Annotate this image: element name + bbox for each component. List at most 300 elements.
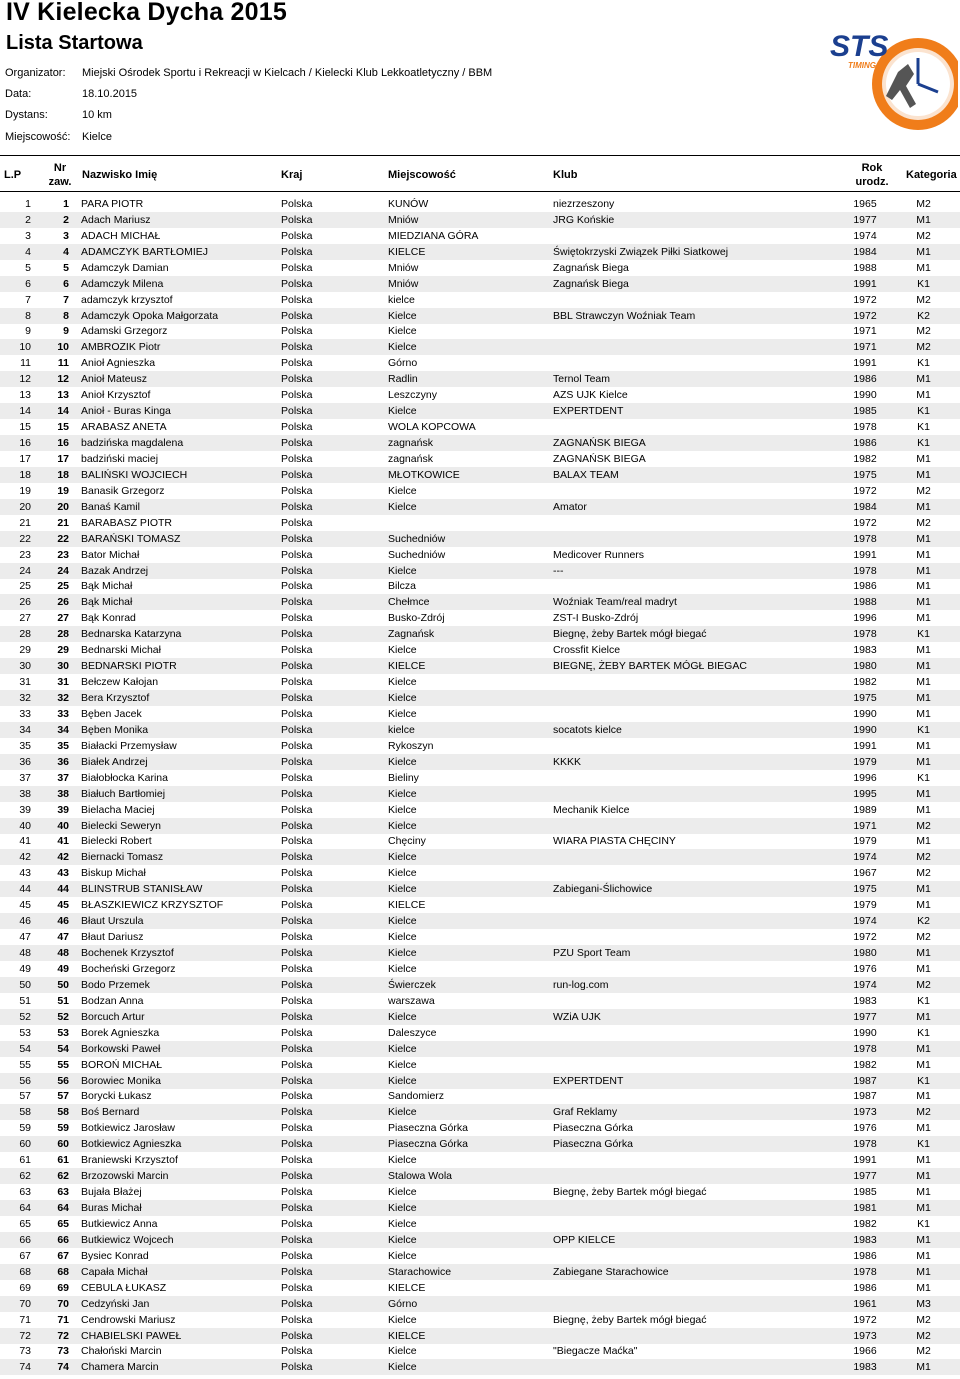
table-row (0, 738, 960, 754)
cell-rok: 1977 (843, 1009, 887, 1025)
cell-nr: 48 (31, 945, 69, 961)
cell-kategoria: M1 (916, 452, 931, 465)
cell-klub: Zagnańsk Biega (553, 261, 629, 274)
cell-kraj: Polska (281, 1281, 313, 1294)
cell-nr: 23 (57, 548, 69, 561)
cell-miejscowosc: Kielce (388, 644, 417, 657)
table-row (0, 403, 960, 419)
cell-klub (553, 993, 843, 1009)
cell-lp: 45 (19, 899, 31, 912)
cell-kategoria: K2 (887, 913, 960, 929)
cell-spacer (69, 626, 81, 642)
cell-lp: 72 (0, 1328, 31, 1344)
cell-lp: 24 (0, 563, 31, 579)
cell-nr: 43 (57, 867, 69, 880)
cell-nr: 52 (31, 1009, 69, 1025)
table-row (0, 802, 960, 818)
cell-klub: BBL Strawczyn Woźniak Team (553, 308, 843, 324)
cell-lp: 35 (19, 739, 31, 752)
cell-rok: 1986 (853, 1281, 877, 1294)
meta-row (5, 62, 492, 83)
cell-rok: 1978 (843, 1041, 887, 1057)
cell-kategoria: M1 (916, 1249, 931, 1262)
cell-name: Bielecki Robert (81, 835, 152, 848)
cell-miejscowosc: Kielce (388, 484, 417, 497)
cell-kategoria: M1 (887, 467, 960, 483)
header-rule-top (0, 155, 960, 156)
cell-name: Biernacki Tomasz (81, 849, 281, 865)
cell-miejscowosc: Piaseczna Górka (388, 1136, 553, 1152)
cell-kategoria: M1 (887, 754, 960, 770)
cell-klub: --- (553, 563, 843, 579)
cell-kraj: Polska (281, 867, 313, 880)
col-header-nr-line2: zaw. (48, 176, 72, 188)
cell-kraj: Polska (281, 276, 388, 292)
cell-miejscowosc: Zagnańsk (388, 626, 553, 642)
cell-miejscowosc: Górno (388, 357, 418, 370)
cell-klub (553, 770, 843, 786)
cell-klub: KKKK (553, 754, 843, 770)
page-subtitle: Lista Startowa (6, 32, 143, 54)
cell-lp: 18 (0, 467, 31, 483)
cell-kategoria: M2 (916, 1313, 931, 1326)
table-row (0, 435, 960, 451)
cell-rok: 1961 (843, 1296, 887, 1312)
cell-lp: 36 (0, 754, 31, 770)
cell-lp: 68 (0, 1264, 31, 1280)
cell-spacer (69, 1296, 81, 1312)
cell-miejscowosc: kielce (388, 293, 415, 306)
cell-rok: 1985 (843, 403, 887, 419)
cell-kraj: Polska (281, 1122, 313, 1135)
cell-miejscowosc: MŁOTKOWICE (388, 467, 553, 483)
table-row (0, 1296, 960, 1312)
cell-spacer (69, 977, 81, 993)
cell-rok: 1976 (853, 962, 877, 975)
cell-kategoria: K1 (917, 1217, 930, 1230)
cell-lp: 44 (0, 881, 31, 897)
cell-rok: 1988 (843, 594, 887, 610)
cell-name: Banasik Grzegorz (81, 484, 165, 497)
cell-kategoria: M1 (916, 548, 931, 561)
logo-subtext: TIMING (848, 61, 876, 70)
cell-nr: 66 (31, 1232, 69, 1248)
cell-klub: BIEGNĘ, ŻEBY BARTEK MÓGŁ BIEGAC (553, 658, 843, 674)
cell-kraj: Polska (281, 594, 388, 610)
cell-kraj: Polska (281, 1154, 313, 1167)
cell-miejscowosc: Kielce (388, 1217, 417, 1230)
cell-lp: 49 (19, 962, 31, 975)
cell-miejscowosc: Kielce (388, 403, 553, 419)
cell-nr: 72 (31, 1328, 69, 1344)
cell-kraj: Polska (281, 913, 388, 929)
cell-lp: 41 (19, 835, 31, 848)
cell-spacer (69, 1089, 81, 1105)
cell-kraj: Polska (281, 739, 313, 752)
cell-klub: Crossfit Kielce (553, 644, 621, 657)
cell-kraj: Polska (281, 293, 313, 306)
cell-kategoria: M1 (887, 1359, 960, 1375)
cell-kategoria: K1 (887, 1136, 960, 1152)
cell-nr: 67 (57, 1249, 69, 1262)
cell-lp: 6 (0, 276, 31, 292)
table-row (0, 1280, 960, 1296)
cell-klub (553, 1328, 843, 1344)
table-row (0, 1168, 960, 1184)
cell-spacer (69, 786, 81, 802)
meta-label: Miejscowość: (5, 130, 71, 143)
cell-klub (553, 1168, 843, 1184)
cell-kategoria: M1 (916, 899, 931, 912)
cell-miejscowosc: WOLA KOPCOWA (388, 421, 476, 434)
cell-nr: 39 (57, 803, 69, 816)
cell-kategoria: M2 (916, 1345, 931, 1358)
cell-miejscowosc: Kielce (388, 867, 417, 880)
table-row (0, 1041, 960, 1057)
cell-lp: 64 (0, 1200, 31, 1216)
cell-klub (553, 419, 843, 435)
cell-lp: 21 (19, 516, 31, 529)
cell-spacer (69, 1120, 81, 1136)
cell-klub: Zabiegane Starachowice (553, 1264, 843, 1280)
cell-klub: Biegnę, żeby Bartek mógł biegać (553, 1313, 707, 1326)
cell-kategoria: K1 (887, 626, 960, 642)
cell-lp: 62 (0, 1168, 31, 1184)
cell-kraj: Polska (281, 229, 313, 242)
cell-kategoria: M1 (916, 1058, 931, 1071)
cell-kraj: Polska (281, 1041, 388, 1057)
cell-rok: 1996 (853, 612, 877, 625)
cell-klub (553, 292, 843, 308)
cell-rok: 1978 (843, 531, 887, 547)
cell-kraj: Polska (281, 849, 388, 865)
cell-spacer (69, 324, 81, 340)
cell-rok: 1979 (853, 835, 877, 848)
cell-kategoria: K1 (887, 1073, 960, 1089)
cell-klub (553, 818, 843, 834)
cell-lp: 17 (19, 452, 31, 465)
cell-nr: 5 (63, 261, 69, 274)
cell-klub (553, 579, 843, 595)
meta-label: Data: (5, 87, 32, 100)
table-row (0, 658, 960, 674)
cell-lp: 27 (19, 612, 31, 625)
table-row (0, 1057, 960, 1073)
cell-miejscowosc: Kielce (388, 786, 553, 802)
cell-klub: Woźniak Team/real madryt (553, 594, 843, 610)
cell-kraj: Polska (281, 1200, 388, 1216)
cell-nr: 50 (31, 977, 69, 993)
cell-name: Bysiec Konrad (81, 1249, 149, 1262)
logo-text: STS (830, 30, 889, 63)
cell-kraj: Polska (281, 962, 313, 975)
cell-miejscowosc: Kielce (388, 499, 553, 515)
cell-klub (553, 515, 843, 531)
table-row (0, 594, 960, 610)
meta-value: 18.10.2015 (82, 87, 138, 100)
cell-rok: 1983 (853, 994, 877, 1007)
cell-rok: 1972 (853, 293, 877, 306)
cell-rok: 1978 (853, 421, 877, 434)
cell-klub: Biegnę, żeby Bartek mógł biegać (553, 626, 843, 642)
meta-label: Dystans: (5, 109, 48, 122)
cell-kraj: Polska (281, 261, 313, 274)
cell-name: Bera Krzysztof (81, 690, 281, 706)
cell-name: CHABIELSKI PAWEŁ (81, 1328, 281, 1344)
cell-rok: 1982 (853, 1058, 877, 1071)
cell-kategoria: M1 (916, 676, 931, 689)
cell-spacer (69, 547, 81, 563)
cell-lp: 8 (0, 308, 31, 324)
cell-kraj: Polska (281, 212, 388, 228)
cell-nr: 51 (57, 994, 69, 1007)
table-row (0, 865, 960, 881)
col-header-nr (45, 161, 75, 189)
cell-rok: 1989 (853, 803, 877, 816)
cell-kategoria: M1 (887, 371, 960, 387)
cell-name: badzińska magdalena (81, 435, 281, 451)
cell-miejscowosc: Mniów (388, 261, 419, 274)
cell-name: Botkiewicz Agnieszka (81, 1136, 281, 1152)
cell-nr: 34 (31, 722, 69, 738)
table-row (0, 419, 960, 435)
cell-kraj: Polska (281, 676, 313, 689)
cell-nr: 65 (57, 1217, 69, 1230)
cell-lp: 42 (0, 849, 31, 865)
cell-name: Bełczew Kałojan (81, 676, 159, 689)
cell-lp: 34 (0, 722, 31, 738)
cell-rok: 1991 (853, 357, 877, 370)
cell-spacer (69, 499, 81, 515)
cell-name: Borycki Łukasz (81, 1090, 152, 1103)
cell-spacer (69, 1264, 81, 1280)
cell-spacer (69, 308, 81, 324)
cell-rok: 1978 (843, 1136, 887, 1152)
meta-row (5, 105, 492, 126)
cell-name: BALIŃSKI WOJCIECH (81, 467, 281, 483)
cell-nr: 54 (31, 1041, 69, 1057)
cell-name: Bielecki Seweryn (81, 818, 281, 834)
cell-name: ARABASZ ANETA (81, 421, 167, 434)
cell-name: Butkiewicz Anna (81, 1217, 158, 1230)
cell-klub (553, 865, 843, 881)
cell-rok: 1974 (843, 913, 887, 929)
cell-rok: 1972 (853, 1313, 877, 1326)
cell-lp: 14 (0, 403, 31, 419)
cell-rok: 1967 (853, 867, 877, 880)
cell-lp: 31 (19, 676, 31, 689)
cell-miejscowosc: KIELCE (388, 244, 553, 260)
col-header-klub: Klub (553, 169, 578, 181)
cell-klub: niezrzeszony (553, 197, 615, 210)
table-row (0, 1232, 960, 1248)
cell-kategoria: M2 (887, 818, 960, 834)
table-row (0, 722, 960, 738)
cell-rok: 1971 (843, 818, 887, 834)
col-header-nr-line1: Nr (53, 162, 67, 174)
table-row (0, 786, 960, 802)
cell-name: Capała Michał (81, 1264, 281, 1280)
cell-miejscowosc: Kielce (388, 803, 417, 816)
cell-miejscowosc: Mniów (388, 276, 553, 292)
table-row (0, 467, 960, 483)
cell-kategoria: M1 (916, 1090, 931, 1103)
cell-rok: 1966 (853, 1345, 877, 1358)
table-row (0, 642, 960, 658)
cell-name: BARABASZ PIOTR (81, 516, 173, 529)
cell-kraj: Polska (281, 580, 313, 593)
cell-kategoria: K1 (887, 276, 960, 292)
table-row (0, 355, 960, 371)
cell-rok: 1974 (843, 977, 887, 993)
cell-kategoria: M1 (916, 803, 931, 816)
table-row (0, 977, 960, 993)
cell-spacer (69, 1184, 81, 1200)
cell-spacer (69, 1009, 81, 1025)
cell-rok: 1979 (843, 754, 887, 770)
cell-lp: 2 (0, 212, 31, 228)
cell-name: Bocheński Grzegorz (81, 962, 176, 975)
cell-rok: 1975 (843, 881, 887, 897)
cell-spacer (69, 770, 81, 786)
cell-kraj: Polska (281, 484, 313, 497)
cell-miejscowosc: Kielce (388, 931, 417, 944)
table-row (0, 1359, 960, 1375)
event-meta (5, 62, 492, 147)
col-header-rok (852, 161, 892, 189)
cell-nr: 63 (57, 1186, 69, 1199)
cell-nr: 35 (57, 739, 69, 752)
cell-miejscowosc: Bilcza (388, 580, 417, 593)
cell-kraj: Polska (281, 403, 388, 419)
cell-name: Banaś Kamil (81, 499, 281, 515)
table-row (0, 228, 960, 244)
cell-nr: 8 (31, 308, 69, 324)
cell-miejscowosc: Suchedniów (388, 548, 446, 561)
cell-klub (553, 1359, 843, 1375)
cell-kraj: Polska (281, 977, 388, 993)
cell-lp: 66 (0, 1232, 31, 1248)
cell-kategoria: M2 (916, 197, 931, 210)
cell-kraj: Polska (281, 1232, 388, 1248)
cell-klub: OPP KIELCE (553, 1232, 843, 1248)
cell-nr: 1 (63, 197, 69, 210)
cell-rok: 1982 (853, 452, 877, 465)
cell-rok: 1982 (853, 1217, 877, 1230)
cell-spacer (69, 913, 81, 929)
cell-spacer (69, 371, 81, 387)
cell-rok: 1985 (853, 1186, 877, 1199)
cell-klub: Zabiegani-Ślichowice (553, 881, 843, 897)
cell-kraj: Polska (281, 308, 388, 324)
cell-miejscowosc: Chęciny (388, 835, 426, 848)
cell-kraj: Polska (281, 1359, 388, 1375)
table-row (0, 1184, 960, 1200)
cell-kategoria: M1 (887, 1264, 960, 1280)
cell-kraj: Polska (281, 325, 313, 338)
cell-kategoria: M2 (887, 977, 960, 993)
cell-spacer (69, 1312, 81, 1328)
cell-kategoria: M2 (916, 516, 931, 529)
cell-kraj: Polska (281, 835, 313, 848)
cell-lp: 74 (0, 1359, 31, 1375)
cell-klub (553, 355, 843, 371)
cell-miejscowosc: Kielce (388, 1073, 553, 1089)
cell-name: ADACH MICHAŁ (81, 229, 161, 242)
cell-lp: 52 (0, 1009, 31, 1025)
cell-nr: 42 (31, 849, 69, 865)
table-row (0, 1248, 960, 1264)
cell-kategoria: M1 (887, 531, 960, 547)
cell-nr: 61 (57, 1154, 69, 1167)
sts-timing-logo (828, 24, 958, 134)
cell-kraj: Polska (281, 1090, 313, 1103)
cell-kategoria: K1 (917, 994, 930, 1007)
cell-kategoria: M2 (887, 1328, 960, 1344)
cell-klub: EXPERTDENT (553, 1073, 843, 1089)
table-row (0, 1152, 960, 1168)
cell-miejscowosc: Bieliny (388, 771, 419, 784)
cell-name: Bator Michał (81, 548, 140, 561)
cell-kraj: Polska (281, 803, 313, 816)
table-row (0, 1104, 960, 1120)
cell-name: Bochenek Krzysztof (81, 945, 281, 961)
cell-spacer (69, 563, 81, 579)
cell-miejscowosc: Sandomierz (388, 1090, 445, 1103)
cell-klub (553, 1025, 843, 1041)
cell-name: Cendrowski Mariusz (81, 1313, 176, 1326)
cell-name: Brzozowski Marcin (81, 1168, 281, 1184)
cell-miejscowosc: Górno (388, 1296, 553, 1312)
cell-name: BEDNARSKI PIOTR (81, 658, 281, 674)
cell-lp: 53 (19, 1026, 31, 1039)
cell-klub: Świętokrzyski Związek Piłki Siatkowej (553, 244, 843, 260)
cell-kraj: Polska (281, 771, 313, 784)
cell-miejscowosc: kielce (388, 722, 553, 738)
cell-kraj: Polska (281, 994, 313, 1007)
cell-spacer (69, 754, 81, 770)
cell-kraj: Polska (281, 786, 388, 802)
cell-lp: 70 (0, 1296, 31, 1312)
cell-miejscowosc: Kielce (388, 1313, 417, 1326)
cell-klub (553, 1089, 843, 1105)
cell-name: BOROŃ MICHAŁ (81, 1058, 163, 1071)
cell-klub: Ternol Team (553, 371, 843, 387)
cell-name: Bodo Przemek (81, 977, 281, 993)
meta-value: Kielce (82, 130, 112, 143)
cell-rok: 1991 (843, 276, 887, 292)
cell-klub (553, 483, 843, 499)
cell-name: Bąk Michał (81, 594, 281, 610)
cell-lp: 11 (20, 357, 31, 370)
table-row (0, 961, 960, 977)
cell-miejscowosc: Chełmce (388, 594, 553, 610)
table-row (0, 770, 960, 786)
cell-kategoria: M1 (887, 1168, 960, 1184)
cell-klub: Zagnańsk Biega (553, 276, 843, 292)
cell-miejscowosc: Kielce (388, 1154, 417, 1167)
cell-kraj: Polska (281, 945, 388, 961)
cell-rok: 1971 (843, 339, 887, 355)
cell-kategoria: K1 (917, 357, 930, 370)
cell-klub: BALAX TEAM (553, 467, 843, 483)
table-row (0, 1312, 960, 1328)
table-row (0, 292, 960, 308)
cell-miejscowosc: Piaseczna Górka (388, 1122, 468, 1135)
cell-nr: 36 (31, 754, 69, 770)
cell-nr: 60 (31, 1136, 69, 1152)
cell-nr: 10 (31, 339, 69, 355)
